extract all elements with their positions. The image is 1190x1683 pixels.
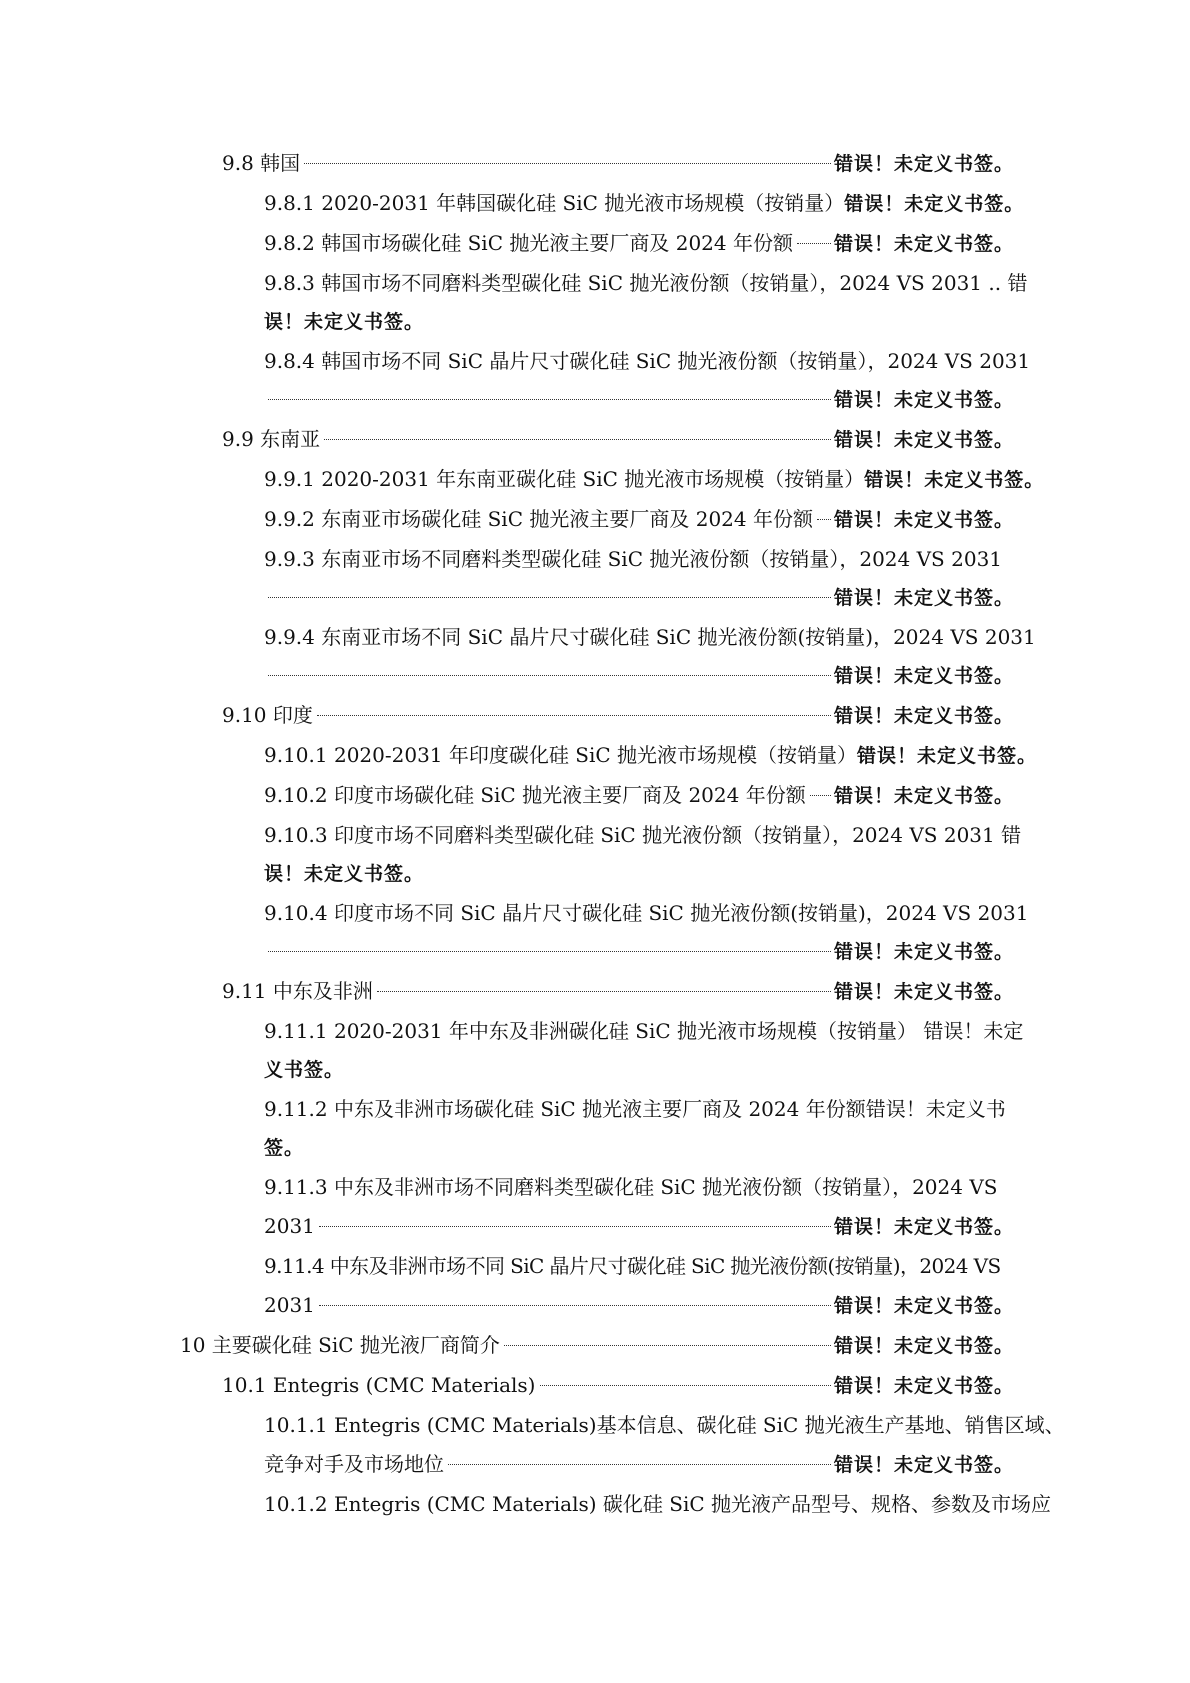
- toc-entry-continuation: [264, 933, 1014, 972]
- toc-leader-dots: [810, 795, 831, 796]
- toc-entry-continuation: [264, 855, 1014, 894]
- toc-entry-title: 9.11.3 中东及非洲市场不同磨料类型碳化硅 SiC 抛光液份额（按销量），2024 VS: [264, 1175, 998, 1199]
- toc-error-text: 错误！未定义书签。: [833, 1295, 1014, 1317]
- toc-entry-title: 9.8.1 2020-2031 年韩国碳化硅 SiC 抛光液市场规模（按销量）: [264, 191, 845, 215]
- toc-entry[interactable]: [264, 1485, 1052, 1524]
- toc-entry[interactable]: [264, 264, 1028, 303]
- toc-entry-title: 9.10 印度: [222, 703, 313, 727]
- toc-error-text: 义书签。: [264, 1059, 345, 1081]
- toc-error-text: 错误！未定义书签。: [833, 1216, 1014, 1238]
- toc-error-text: 错误！未定义书签。: [833, 941, 1014, 963]
- toc-entry[interactable]: [222, 144, 1014, 184]
- toc-entry[interactable]: [264, 618, 1036, 657]
- toc-entry-title-cont: 竞争对手及市场地位: [264, 1452, 444, 1476]
- toc-entry[interactable]: [264, 1012, 1024, 1051]
- toc-entry-title: 9.9.2 东南亚市场碳化硅 SiC 抛光液主要厂商及 2024 年份额: [264, 507, 813, 531]
- toc-entry[interactable]: [222, 972, 1014, 1012]
- toc-entry-continuation: [264, 579, 1014, 618]
- toc-entry-title: 9.11.2 中东及非洲市场碳化硅 SiC 抛光液主要厂商及 2024 年份额错误！未定义书: [264, 1097, 1006, 1121]
- toc-entry[interactable]: [264, 1090, 1014, 1129]
- toc-entry-continuation: [264, 1129, 1014, 1168]
- toc-error-text: 签。: [264, 1137, 305, 1159]
- toc-leader-dots: [268, 399, 831, 400]
- toc-entry[interactable]: [264, 776, 1014, 816]
- toc-leader-dots: [540, 1385, 831, 1386]
- toc-entry-title: 9.8.2 韩国市场碳化硅 SiC 抛光液主要厂商及 2024 年份额: [264, 231, 793, 255]
- toc-entry[interactable]: [264, 500, 1014, 540]
- toc-entry[interactable]: [264, 540, 1014, 579]
- toc-leader-dots: [319, 1226, 831, 1227]
- toc-error-text: 错误！未定义书签。: [833, 665, 1014, 687]
- toc-leader-dots: [268, 675, 831, 676]
- toc-entry-title-cont: 2031: [264, 1293, 315, 1317]
- toc-entry[interactable]: [264, 224, 1014, 264]
- toc-entry[interactable]: [264, 1247, 1014, 1286]
- toc-leader-dots: [268, 951, 831, 952]
- toc-error-text: 错误！未定义书签。: [833, 705, 1014, 727]
- toc-error-text: 错误！未定义书签。: [864, 469, 1045, 491]
- toc-error-text: 错误！未定义书签。: [833, 1335, 1014, 1357]
- toc-entry-continuation: [264, 303, 1014, 342]
- toc-error-text: 错误！未定义书签。: [833, 785, 1014, 807]
- toc-leader-dots: [304, 163, 831, 164]
- toc-entry-title: 10 主要碳化硅 SiC 抛光液厂商简介: [180, 1333, 500, 1357]
- toc-entry-title: 9.10.2 印度市场碳化硅 SiC 抛光液主要厂商及 2024 年份额: [264, 783, 806, 807]
- toc-entry[interactable]: [264, 184, 1024, 224]
- toc-leader-dots: [448, 1464, 831, 1465]
- toc-error-text: 错误！未定义书签。: [833, 1375, 1014, 1397]
- toc-entry[interactable]: [180, 1326, 1014, 1366]
- toc-leader-dots: [317, 715, 831, 716]
- toc-leader-dots: [797, 243, 831, 244]
- toc-error-text: 错误！未定义书签。: [857, 745, 1038, 767]
- toc-leader-dots: [268, 597, 831, 598]
- toc-error-text: 错误！未定义书签。: [833, 587, 1014, 609]
- toc-leader-dots: [377, 991, 831, 992]
- toc-error-text: 错误！未定义书签。: [833, 1454, 1014, 1476]
- toc-entry-title: 9.8.3 韩国市场不同磨料类型碳化硅 SiC 抛光液份额（按销量），2024 VS 2031 .. 错: [264, 271, 1028, 295]
- toc-entry-title: 9.9 东南亚: [222, 427, 321, 451]
- toc-entry-title: 9.9.1 2020-2031 年东南亚碳化硅 SiC 抛光液市场规模（按销量）: [264, 467, 865, 491]
- toc-entry-title: 10.1 Entegris (CMC Materials): [222, 1373, 536, 1397]
- toc-entry-title: 10.1.2 Entegris (CMC Materials) 碳化硅 SiC 抛光液产品型号、规格、参数及市场应: [264, 1492, 1052, 1516]
- toc-entry[interactable]: [264, 460, 1044, 500]
- toc-error-text: 错误！未定义书签。: [833, 153, 1014, 175]
- toc-entry-title: 9.9.3 东南亚市场不同磨料类型碳化硅 SiC 抛光液份额（按销量），2024 VS 2031: [264, 547, 1003, 571]
- toc-entry-continuation: [264, 1445, 1014, 1485]
- toc-entry-title-cont: 2031: [264, 1214, 315, 1238]
- toc-entry-title: 9.9.4 东南亚市场不同 SiC 晶片尺寸碳化硅 SiC 抛光液份额(按销量)，2024 VS 2031: [264, 625, 1036, 649]
- toc-entry[interactable]: [222, 420, 1014, 460]
- toc-entry-title: 10.1.1 Entegris (CMC Materials)基本信息、碳化硅 SiC 抛光液生产基地、销售区域、: [264, 1413, 1065, 1437]
- toc-error-text: 错误！未定义书签。: [833, 429, 1014, 451]
- toc-entry-title: 9.11.1 2020-2031 年中东及非洲碳化硅 SiC 抛光液市场规模（按销量） 错误！未定: [264, 1019, 1024, 1043]
- toc-entry-title: 9.11.4 中东及非洲市场不同 SiC 晶片尺寸碳化硅 SiC 抛光液份额(按销量)，2024 VS: [264, 1254, 1001, 1278]
- toc-entry-title: 9.11 中东及非洲: [222, 979, 373, 1003]
- toc-error-text: 误！未定义书签。: [264, 311, 425, 333]
- toc-error-text: 错误！未定义书签。: [844, 193, 1025, 215]
- toc-entry[interactable]: [222, 696, 1014, 736]
- toc-entry[interactable]: [222, 1366, 1014, 1406]
- toc-entry-title: 9.8.4 韩国市场不同 SiC 晶片尺寸碳化硅 SiC 抛光液份额（按销量），2024 VS 2031: [264, 349, 1031, 373]
- toc-error-text: 错误！未定义书签。: [833, 981, 1014, 1003]
- toc-error-text: 错误！未定义书签。: [833, 233, 1014, 255]
- toc-leader-dots: [319, 1305, 831, 1306]
- toc-error-text: 错误！未定义书签。: [833, 389, 1014, 411]
- toc-entry-title: 9.10.3 印度市场不同磨料类型碳化硅 SiC 抛光液份额（按销量），2024 VS 2031 错: [264, 823, 1022, 847]
- table-of-contents: [0, 144, 1190, 1524]
- toc-entry[interactable]: [264, 1168, 1014, 1207]
- toc-entry[interactable]: [264, 1406, 1065, 1445]
- toc-entry-continuation: [264, 1207, 1014, 1247]
- toc-error-text: 误！未定义书签。: [264, 863, 425, 885]
- toc-entry-continuation: [264, 1051, 1014, 1090]
- toc-entry-continuation: [264, 657, 1014, 696]
- toc-entry[interactable]: [264, 816, 1022, 855]
- toc-leader-dots: [504, 1345, 831, 1346]
- toc-entry-title: 9.10.4 印度市场不同 SiC 晶片尺寸碳化硅 SiC 抛光液份额(按销量)，2024 VS 2031: [264, 901, 1029, 925]
- toc-entry-continuation: [264, 1286, 1014, 1326]
- toc-entry-continuation: [264, 381, 1014, 420]
- toc-entry[interactable]: [264, 736, 1038, 776]
- toc-entry-title: 9.10.1 2020-2031 年印度碳化硅 SiC 抛光液市场规模（按销量）: [264, 743, 857, 767]
- toc-entry[interactable]: [264, 894, 1029, 933]
- toc-entry[interactable]: [264, 342, 1031, 381]
- toc-entry-title: 9.8 韩国: [222, 151, 301, 175]
- toc-leader-dots: [324, 439, 831, 440]
- toc-error-text: 错误！未定义书签。: [833, 509, 1014, 531]
- toc-leader-dots: [817, 519, 831, 520]
